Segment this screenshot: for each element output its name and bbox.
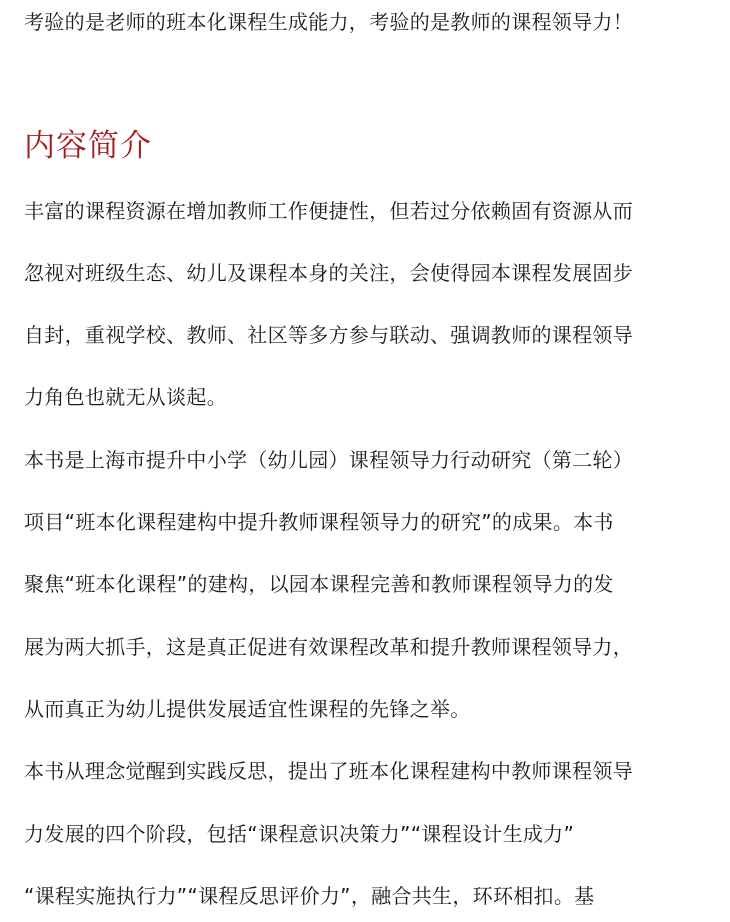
paragraph-line: 聚焦“班本化课程”的建构，以园本课程完善和教师课程领导力的发 bbox=[24, 572, 614, 596]
paragraph-line: 从而真正为幼儿提供发展适宜性课程的先锋之举。 bbox=[24, 697, 471, 721]
intro-line: 考验的是老师的班本化课程生成能力，考验的是教师的课程领导力！ bbox=[24, 10, 633, 34]
paragraph-line: 项目“班本化课程建构中提升教师课程领导力的研究”的成果。本书 bbox=[24, 510, 614, 534]
paragraph-line: 忽视对班级生态、幼儿及课程本身的关注，会使得园本课程发展固步 bbox=[24, 261, 633, 285]
paragraph-line: 自封，重视学校、教师、社区等多方参与联动、强调教师的课程领导 bbox=[24, 323, 633, 347]
paragraph-line: 丰富的课程资源在增加教师工作便捷性，但若过分依赖固有资源从而 bbox=[24, 199, 633, 223]
paragraph-line: 力角色也就无从谈起。 bbox=[24, 385, 227, 409]
paragraph-line: 本书是上海市提升中小学（幼儿园）课程领导力行动研究（第二轮） bbox=[24, 448, 633, 472]
paragraph-line: 展为两大抓手，这是真正促进有效课程改革和提升教师课程领导力， bbox=[24, 635, 633, 659]
paragraph-line: 本书从理念觉醒到实践反思，提出了班本化课程建构中教师课程领导 bbox=[24, 759, 633, 783]
paragraph-line: 力发展的四个阶段，包括“课程意识决策力”“课程设计生成力” bbox=[24, 822, 575, 846]
section-heading: 内容简介 bbox=[24, 128, 152, 164]
paragraph-line: “课程实施执行力”“课程反思评价力”，融合共生，环环相扣。基 bbox=[24, 884, 595, 908]
